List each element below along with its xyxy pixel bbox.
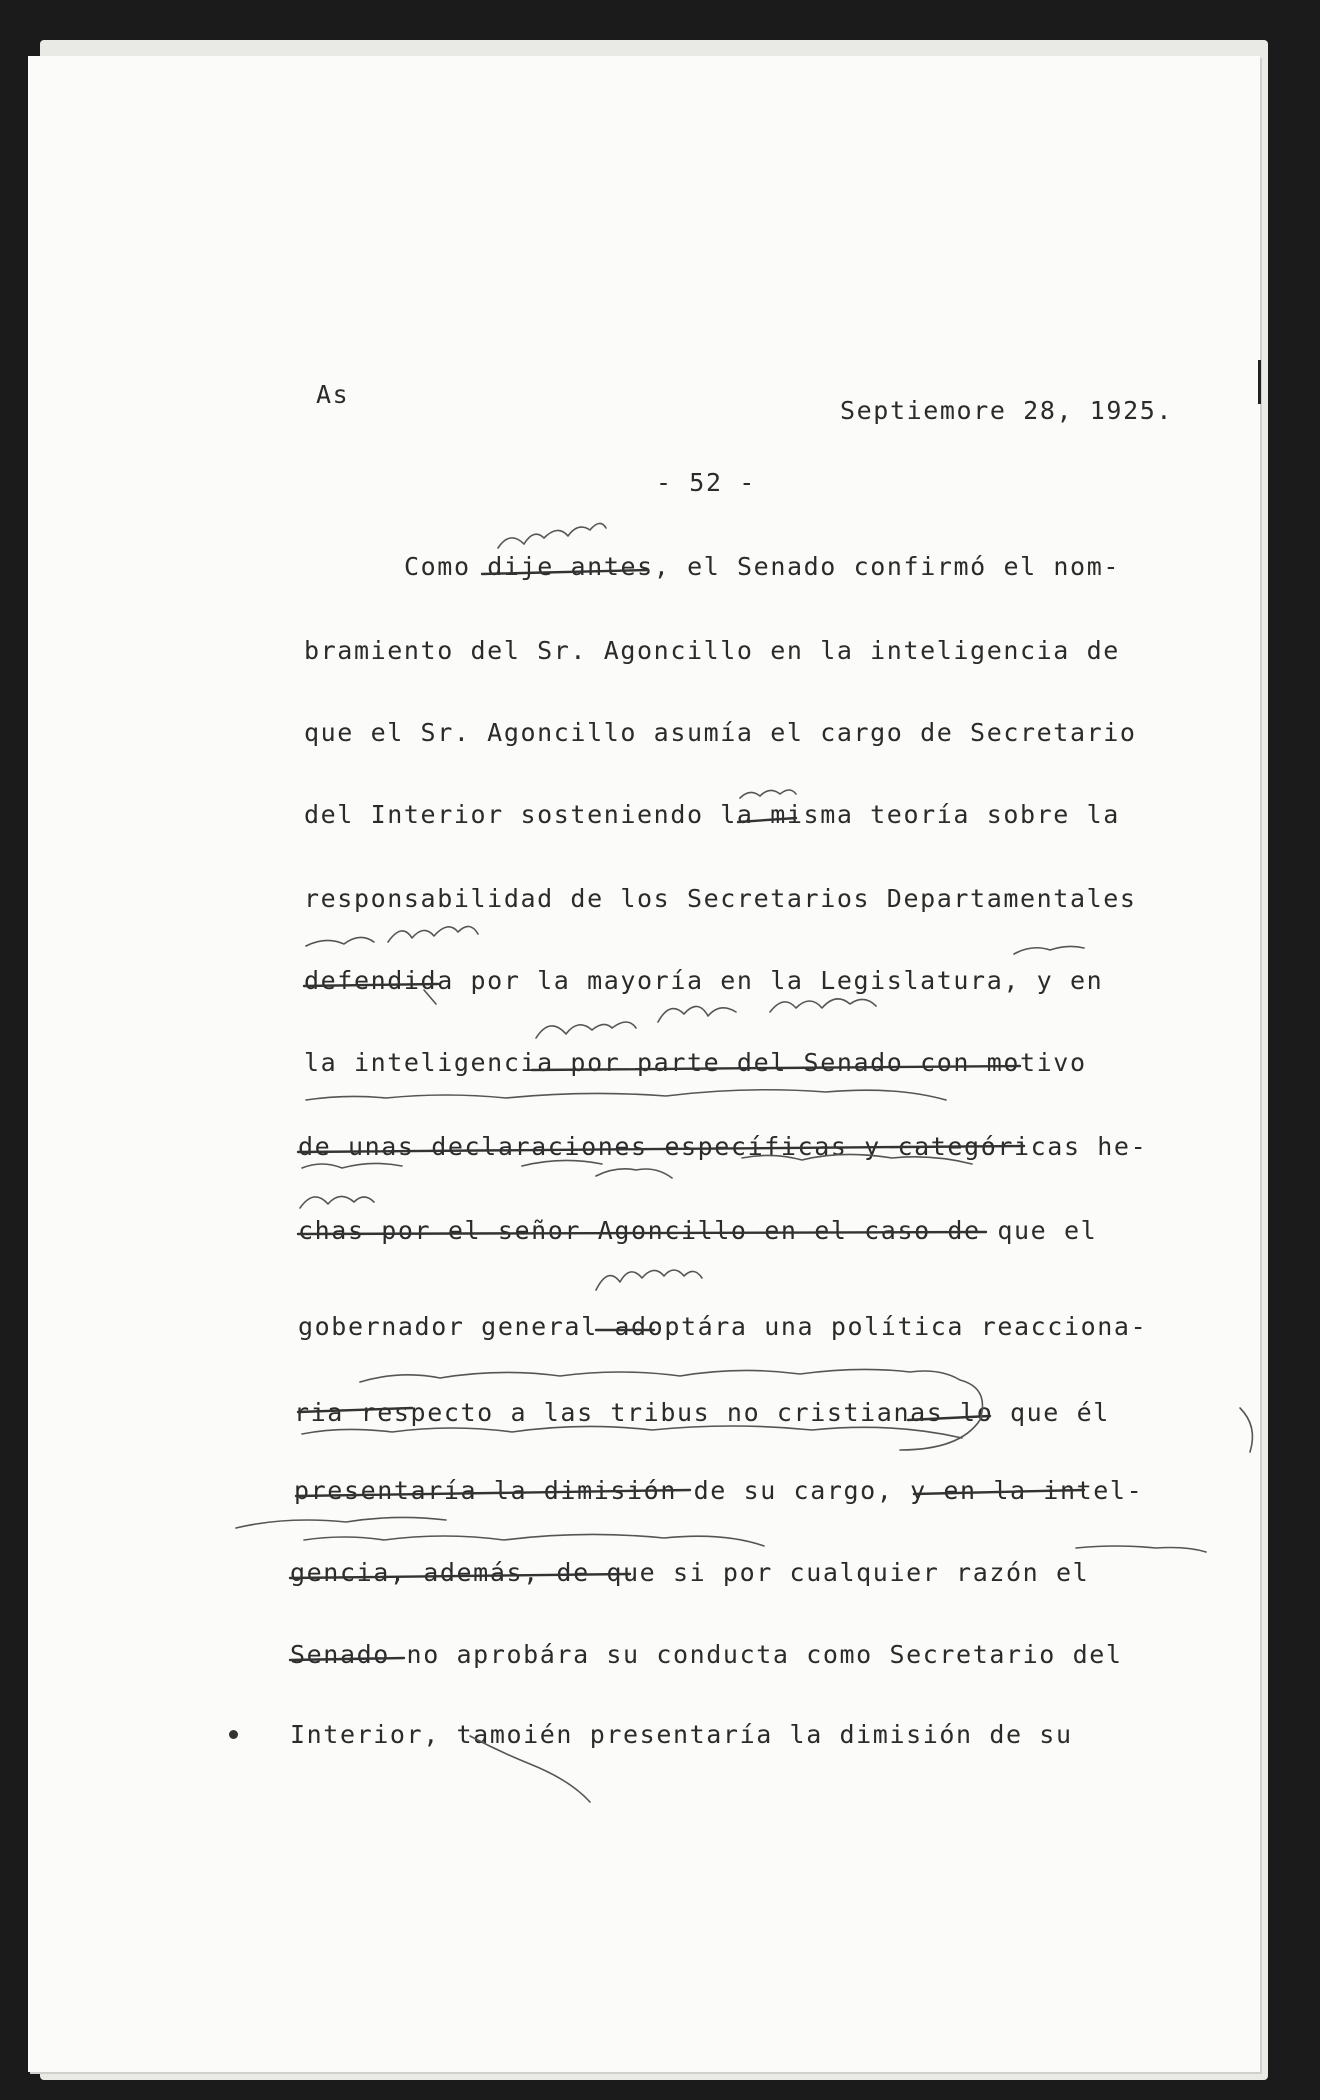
text-line: la inteligencia por parte del Senado con motivo: [304, 1048, 1087, 1077]
text-line: chas por el señor Agoncillo en el caso de que el: [298, 1216, 1098, 1245]
text-line: Senado no aprobára su conducta como Secretario del: [290, 1640, 1123, 1669]
header-date: Septiemore 28, 1925.: [840, 396, 1174, 425]
text-line: Como dije antes, el Senado confirmó el nom-: [404, 552, 1121, 581]
text-line: responsabilidad de los Secretarios Departamentales: [304, 884, 1137, 913]
text-line: del Interior sosteniendo la misma teoría sobre la: [304, 800, 1120, 829]
text-line: que el Sr. Agoncillo asumía el cargo de Secretario: [304, 718, 1137, 747]
text-line: gobernador general adoptára una política reacciona-: [298, 1312, 1148, 1341]
text-line: ria respecto a las tribus no cristianas lo que él: [294, 1398, 1110, 1427]
text-line: defendida por la mayoría en la Legislatura, y en: [304, 966, 1104, 995]
text-line: Interior, tamoién presentaría la dimisión de su: [290, 1720, 1073, 1749]
text-line: gencia, además, de que si por cualquier razón el: [290, 1558, 1090, 1587]
header-left-text: As: [316, 380, 350, 409]
text-line: bramiento del Sr. Agoncillo en la inteligencia de: [304, 636, 1120, 665]
text-line: presentaría la dimisión de su cargo, y en la intel-: [294, 1476, 1144, 1505]
page-number: - 52 -: [656, 468, 756, 497]
text-line: de unas declaraciones específicas y categóricas he-: [298, 1132, 1148, 1161]
